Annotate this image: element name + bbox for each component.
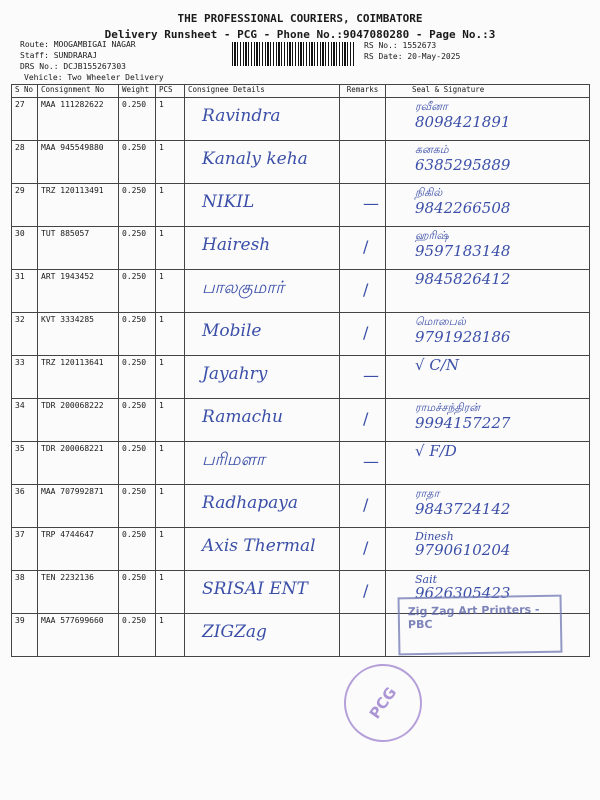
table-row [12,399,590,442]
table-row [12,528,590,571]
consignee-name: Mobile [202,321,262,341]
signature: ராதா [415,487,440,500]
signature-cell [386,313,590,356]
signature: நிகில் [415,186,443,199]
col-remarks: Remarks [340,85,386,98]
remarks-cell [340,313,386,356]
col-pcs: PCS [156,85,185,98]
signature: ஹரிஷ் [415,229,449,242]
signature: மொபைல் [415,315,466,328]
pcs: 1 [156,313,185,356]
consignee-name: ZIGZag [202,622,267,642]
pcg-seal [329,649,438,758]
col-signature: Seal & Signature [386,85,590,98]
remark-mark: — [363,194,379,213]
weight: 0.250 [119,571,156,614]
signature: ராமச்சந்திரன் [415,401,480,414]
barcode [232,42,354,66]
pcs: 1 [156,399,185,442]
weight: 0.250 [119,98,156,141]
remark-mark: — [363,452,379,471]
receiver-phone: 9845826412 [415,270,511,288]
signature-cell [386,442,590,485]
sno: 33 [12,356,38,399]
signature-cell [386,184,590,227]
table-row [12,485,590,528]
pcs: 1 [156,571,185,614]
consignment-no: TRZ 120113491 [38,184,119,227]
pcg-seal-text: PCG [365,683,401,723]
remarks-cell [340,528,386,571]
sno: 36 [12,485,38,528]
receiver-phone: 6385295889 [415,156,511,174]
remark-mark: / [363,409,369,428]
weight: 0.250 [119,442,156,485]
receiver-phone: 9790610204 [415,541,511,559]
rs-number: RS No.: 1552673 [364,41,437,50]
remark-mark: / [363,495,369,514]
receiver-phone: 9597183148 [415,242,511,260]
runsheet-table [11,84,590,657]
receiver-phone: 9626305423 [415,584,511,602]
pcs: 1 [156,356,185,399]
pcs: 1 [156,270,185,313]
signature-cell [386,227,590,270]
pcs: 1 [156,227,185,270]
weight: 0.250 [119,141,156,184]
signature-cell [386,270,590,313]
consignment-no: MAA 707992871 [38,485,119,528]
signature-cell [386,98,590,141]
consignee-cell [185,399,340,442]
weight: 0.250 [119,270,156,313]
remarks-cell [340,141,386,184]
consignment-no: ART 1943452 [38,270,119,313]
consignment-no: MAA 111282622 [38,98,119,141]
company-stamp [398,595,563,656]
sno: 39 [12,614,38,657]
remarks-cell [340,442,386,485]
consignee-cell [185,614,340,657]
consignee-name: Ramachu [202,407,283,427]
page-title: THE PROFESSIONAL COURIERS, COIMBATORE [177,12,423,25]
sno: 31 [12,270,38,313]
consignment-no: MAA 945549880 [38,141,119,184]
consignment-no: TRZ 120113641 [38,356,119,399]
remark-mark: / [363,280,369,299]
signature-cell [386,485,590,528]
consignment-no: KVT 3334285 [38,313,119,356]
col-weight: Weight [119,85,156,98]
rs-date: RS Date: 20-May-2025 [364,52,461,61]
table-row [12,313,590,356]
table-row [12,184,590,227]
consignee-cell [185,313,340,356]
signature-cell [386,141,590,184]
sno: 38 [12,571,38,614]
consignee-cell [185,356,340,399]
pcs: 1 [156,98,185,141]
consignee-cell [185,528,340,571]
consignee-name: பாலகுமார் [202,278,285,298]
sno: 30 [12,227,38,270]
consignee-name: Kanaly keha [202,149,308,169]
table-row [12,227,590,270]
pcs: 1 [156,141,185,184]
consignee-name: Ravindra [202,106,281,126]
consignment-no: TDR 200068222 [38,399,119,442]
remarks-cell [340,270,386,313]
consignee-cell [185,270,340,313]
vehicle-label: Vehicle: Two Wheeler Delivery [24,73,164,82]
remarks-cell [340,98,386,141]
consignee-cell [185,442,340,485]
consignee-name: Radhapaya [202,493,299,513]
sno: 27 [12,98,38,141]
sno: 29 [12,184,38,227]
remarks-cell [340,399,386,442]
col-consignment: Consignment No [38,85,119,98]
remark-mark: / [363,323,369,342]
pcs: 1 [156,485,185,528]
signature: கனகம் [415,143,449,156]
staff-label: Staff: SUNDRARAJ [20,51,98,60]
consignment-no: TRP 4744647 [38,528,119,571]
col-sno: S No [12,85,38,98]
weight: 0.250 [119,399,156,442]
company-stamp-text: Zig Zag Art Printers - PBC [407,602,540,632]
signature-cell [386,356,590,399]
consignee-cell [185,571,340,614]
remarks-cell [340,485,386,528]
consignee-name: SRISAI ENT [202,579,308,599]
remarks-cell [340,614,386,657]
consignee-name: Hairesh [202,235,271,255]
consignment-no: TEN 2232136 [38,571,119,614]
receiver-phone: √ C/N [415,356,459,374]
remark-mark: / [363,581,369,600]
remarks-cell [340,356,386,399]
drs-label: DRS No.: DCJB155267303 [20,62,126,71]
sno: 28 [12,141,38,184]
signature: ரவீனா [415,100,448,113]
pcs: 1 [156,184,185,227]
sno: 35 [12,442,38,485]
weight: 0.250 [119,356,156,399]
signature: Sait [415,573,438,586]
weight: 0.250 [119,313,156,356]
consignee-name: NIKIL [202,192,255,212]
table-row [12,141,590,184]
route-label: Route: MOOGAMBIGAI NAGAR [20,40,136,49]
receiver-phone: √ F/D [415,442,457,460]
table-row [12,270,590,313]
pcs: 1 [156,442,185,485]
consignee-name: Jayahry [202,364,268,384]
remark-mark: / [363,237,369,256]
signature-cell [386,528,590,571]
weight: 0.250 [119,485,156,528]
consignee-cell [185,98,340,141]
receiver-phone: 8098421891 [415,113,511,131]
consignment-no: TDR 200068221 [38,442,119,485]
receiver-phone: 9843724142 [415,500,511,518]
remarks-cell [340,571,386,614]
sno: 37 [12,528,38,571]
weight: 0.250 [119,614,156,657]
sno: 32 [12,313,38,356]
signature-cell [386,399,590,442]
consignee-name: Axis Thermal [202,536,316,556]
sno: 34 [12,399,38,442]
page-subtitle: Delivery Runsheet - PCG - Phone No.:9047080280 - Page No.:3 [104,28,496,41]
receiver-phone: 9842266508 [415,199,511,217]
table-row [12,98,590,141]
weight: 0.250 [119,227,156,270]
table-row [12,442,590,485]
consignment-no: MAA 577699660 [38,614,119,657]
remark-mark: — [363,366,379,385]
remark-mark: / [363,538,369,557]
remarks-cell [340,227,386,270]
signature: Dinesh [415,530,454,543]
consignee-cell [185,227,340,270]
consignment-no: TUT 885057 [38,227,119,270]
remarks-cell [340,184,386,227]
weight: 0.250 [119,528,156,571]
weight: 0.250 [119,184,156,227]
pcs: 1 [156,614,185,657]
pcs: 1 [156,528,185,571]
table-row [12,356,590,399]
consignee-cell [185,184,340,227]
receiver-phone: 9994157227 [415,414,511,432]
col-consignee: Consignee Details [185,85,340,98]
table-header [12,85,590,98]
consignee-cell [185,141,340,184]
consignee-cell [185,485,340,528]
consignee-name: பரிமளா [202,450,265,470]
receiver-phone: 9791928186 [415,328,511,346]
